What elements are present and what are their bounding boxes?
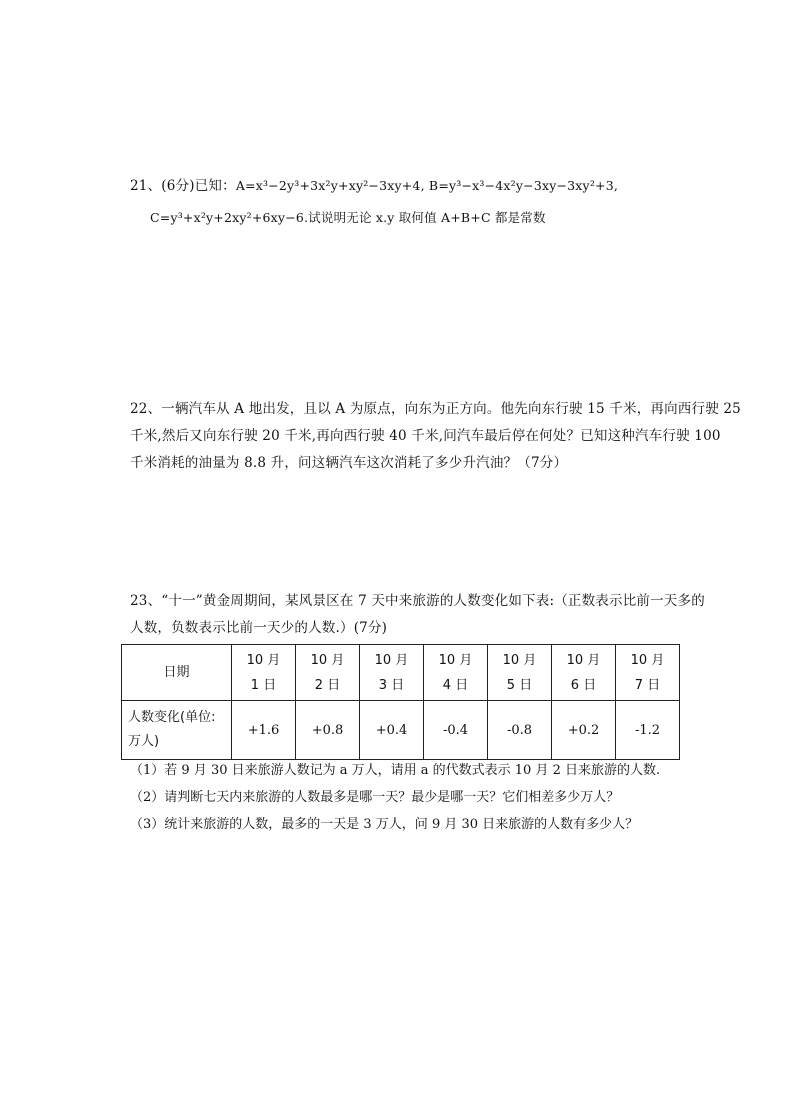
- change-cell-4: -0.4: [424, 701, 488, 760]
- change-cell-5: -0.8: [488, 701, 552, 760]
- q21-lead: 21、(6分)已知：: [130, 178, 236, 194]
- q23-line-2: 人数，负数表示比前一天少的人数.）(7分): [130, 620, 388, 636]
- date-cell-1: [232, 645, 296, 701]
- date-month: 10 月: [246, 652, 281, 668]
- date-month: 10 月: [566, 652, 601, 668]
- q21-line-1: [130, 176, 618, 196]
- date-day: 2 日: [314, 677, 341, 693]
- change-cell-3: +0.4: [360, 701, 424, 760]
- date-month: 10 月: [630, 652, 665, 668]
- date-day: 4 日: [442, 677, 469, 693]
- q21-expressions-a-b: A=x³−2y³+3x²y+xy²−3xy+4, B=y³−x³−4x²y−3xy−3xy²+3,: [235, 178, 619, 193]
- date-day: 1 日: [250, 677, 277, 693]
- q22-line-2: 千米,然后又向东行驶 20 千米,再向西行驶 40 千米,问汽车最后停在何处？已知这种汽车行驶 100: [130, 428, 721, 444]
- date-month: 10 月: [438, 652, 473, 668]
- date-month: 10 月: [310, 652, 345, 668]
- date-cell-4: [424, 645, 488, 701]
- q23-sub-question-2: （2）请判断七天内来旅游的人数最多是哪一天？最少是哪一天？它们相差多少万人？: [130, 790, 620, 805]
- q23-sub-question-1: （1）若 9 月 30 日来旅游人数记为 a 万人，请用 a 的代数式表示 10 月 2 日来旅游的人数.: [130, 763, 661, 778]
- date-cell-5: [488, 645, 552, 701]
- date-day: 3 日: [378, 677, 405, 693]
- q23-sub-question-3: （3）统计来旅游的人数，最多的一天是 3 万人，问 9 月 30 日来旅游的人数有多少人？: [130, 817, 639, 832]
- date-month: 10 月: [502, 652, 537, 668]
- date-cell-6: [552, 645, 616, 701]
- change-cell-7: -1.2: [616, 701, 680, 760]
- change-cell-6: +0.2: [552, 701, 616, 760]
- date-month: 10 月: [374, 652, 409, 668]
- table-row-changes: [122, 701, 680, 760]
- date-cell-7: [616, 645, 680, 701]
- date-header-cell: 日期: [122, 645, 232, 701]
- date-day: 5 日: [506, 677, 533, 693]
- change-cell-2: +0.8: [296, 701, 360, 760]
- q22-line-3: 千米消耗的油量为 8.8 升，问这辆汽车这次消耗了多少升汽油？（7分）: [130, 455, 568, 471]
- date-cell-2: [296, 645, 360, 701]
- table-row-dates: [122, 645, 680, 701]
- change-header-cell: [122, 701, 232, 760]
- change-header-line-1: 人数变化(单位:: [128, 710, 216, 725]
- q21-line-2: C=y³+x²y+2xy²+6xy−6.试说明无论 x.y 取何值 A+B+C 都是常数: [150, 210, 546, 225]
- q22-line-1: 22、一辆汽车从 A 地出发，且以 A 为原点，向东为正方向。他先向东行驶 15 千米，再向西行驶 25: [130, 401, 741, 417]
- change-cell-1: +1.6: [232, 701, 296, 760]
- date-cell-3: [360, 645, 424, 701]
- tourist-change-table: [121, 644, 680, 760]
- date-day: 7 日: [634, 677, 661, 693]
- date-day: 6 日: [570, 677, 597, 693]
- q23-line-1: 23、“十一”黄金周期间，某风景区在 7 天中来旅游的人数变化如下表:（正数表示比前一天多的: [130, 593, 705, 609]
- change-header-line-2: 万人): [128, 734, 160, 749]
